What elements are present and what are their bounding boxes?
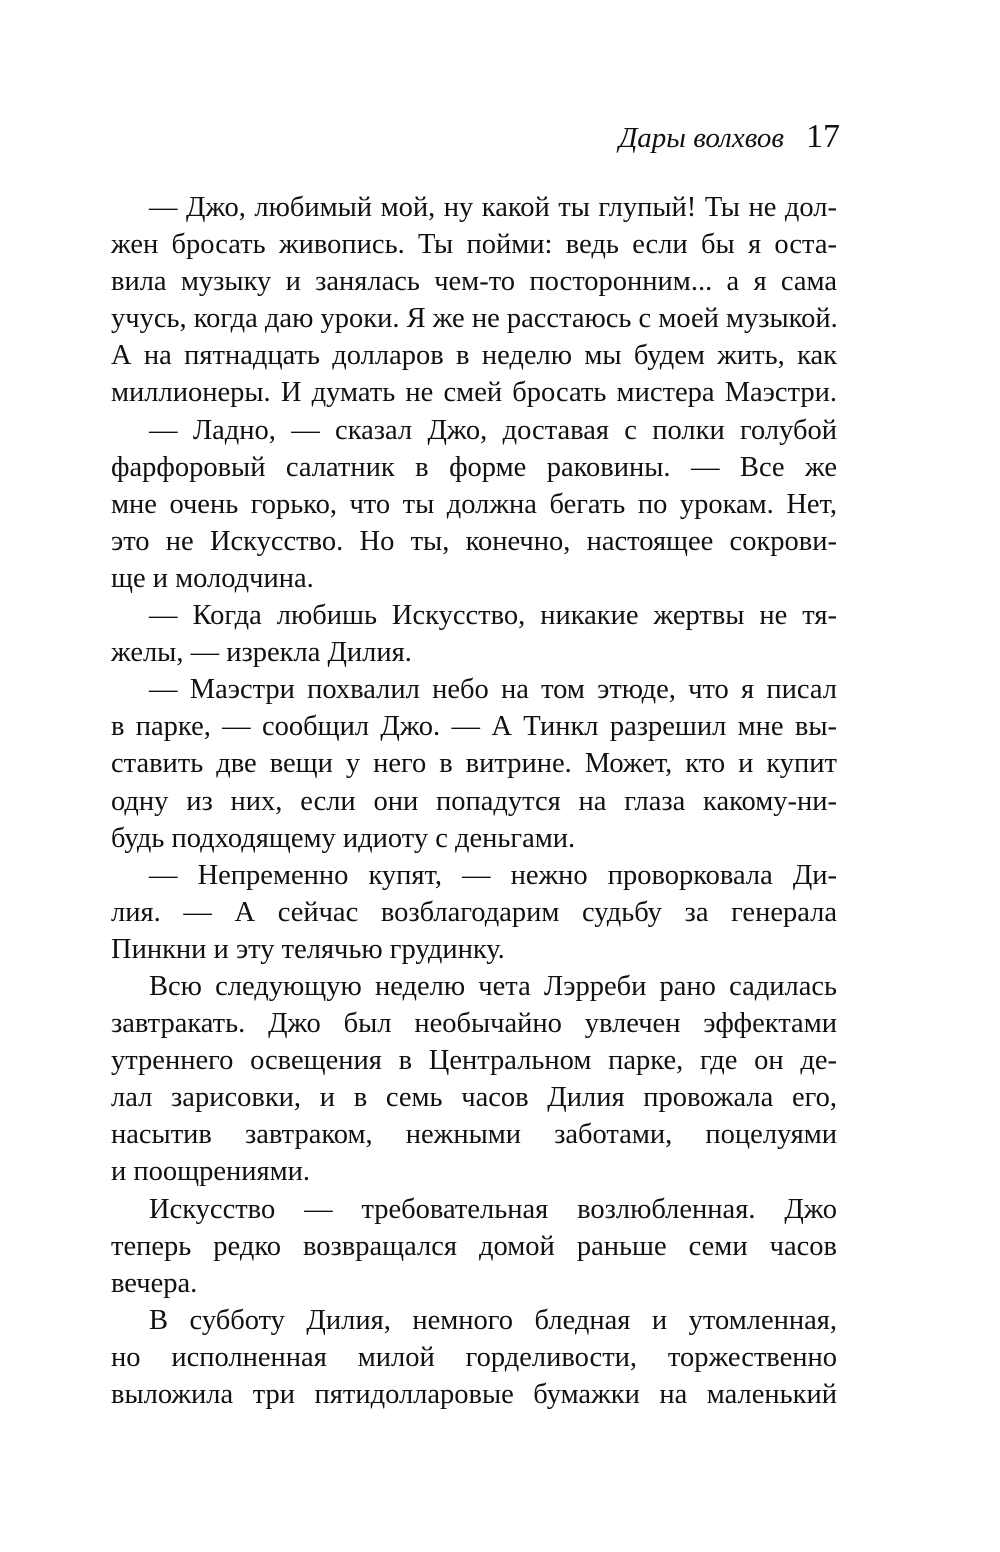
text-line: это не Искусство. Но ты, конечно, настоящее сокрови- xyxy=(111,525,837,557)
text-line: и поощрениями. xyxy=(111,1156,310,1188)
text-line: ставить две вещи у него в витрине. Может, кто и купит xyxy=(111,748,837,780)
text-line: завтракать. Джо был необычайно увлечен эффектами xyxy=(111,1008,837,1040)
text-line: жен бросать живопись. Ты пойми: ведь если бы я оста- xyxy=(111,229,837,261)
running-head xyxy=(619,118,840,156)
text-line: — Маэстри похвалил небо на том этюде, что я писал xyxy=(149,674,837,706)
text-line: выложила три пятидолларовые бумажки на маленький xyxy=(111,1379,837,1410)
body-text xyxy=(111,189,837,1413)
text-line: Пинкни и эту телячью грудинку. xyxy=(111,933,505,965)
text-line: — Джо, любимый мой, ну какой ты глупый! Ты не дол- xyxy=(149,192,837,223)
text-line: миллионеры. И думать не смей бросать мистера Маэстри. xyxy=(111,377,837,409)
text-line: лал зарисовки, и в семь часов Дилия провожала его, xyxy=(111,1082,837,1114)
text-line: вила музыку и занялась чем-то посторонним... а я сама xyxy=(111,266,837,298)
text-line: Всю следующую неделю чета Лэрреби рано садилась xyxy=(149,970,837,1002)
text-line: — Когда любишь Искусство, никакие жертвы не тя- xyxy=(149,600,837,632)
text-line: в парке, — сообщил Джо. — А Тинкл разрешил мне вы- xyxy=(111,711,837,743)
text-line: мне очень горько, что ты должна бегать по урокам. Нет, xyxy=(111,488,837,520)
text-line: утреннего освещения в Центральном парке, где он де- xyxy=(111,1045,837,1077)
text-line: насытив завтраком, нежными заботами, поцелуями xyxy=(111,1119,837,1151)
text-line: вечера. xyxy=(111,1267,198,1299)
text-line: учусь, когда даю уроки. Я же не расстаюсь с моей музыкой. xyxy=(111,303,838,335)
text-line: А на пятнадцать долларов в неделю мы будем жить, как xyxy=(111,340,837,372)
text-line: но исполненная милой горделивости, торжественно xyxy=(111,1341,837,1373)
running-title: Дары волхвов xyxy=(618,122,784,154)
text-line: одну из них, если они попадутся на глаза какому-ни- xyxy=(111,785,837,817)
text-line: желы, — изрекла Дилия. xyxy=(111,637,412,669)
text-line: фарфоровый салатник в форме раковины. — Все же xyxy=(111,451,837,483)
text-line: лия. — А сейчас возблагодарим судьбу за генерала xyxy=(111,896,837,928)
text-line: будь подходящему идиоту с деньгами. xyxy=(111,822,576,854)
page-number: 17 xyxy=(806,118,840,155)
text-line: В субботу Дилия, немного бледная и утомленная, xyxy=(149,1304,837,1336)
text-line: теперь редко возвращался домой раньше семи часов xyxy=(111,1230,837,1262)
text-line: — Непременно купят, — нежно проворковала Ди- xyxy=(149,859,837,891)
text-line: Искусство — требовательная возлюбленная. Джо xyxy=(149,1193,837,1225)
text-line: ще и молодчина. xyxy=(111,562,314,594)
text-line: — Ладно, — сказал Джо, доставая с полки голубой xyxy=(149,414,837,446)
